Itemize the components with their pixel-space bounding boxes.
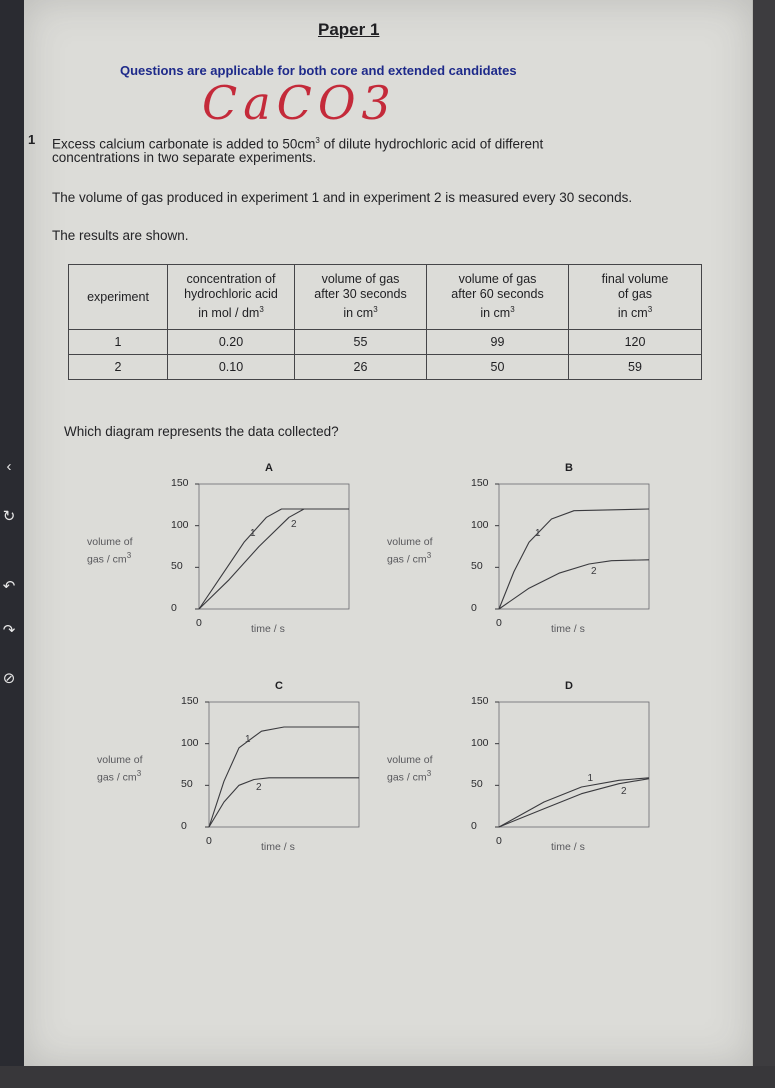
y-axis-label: volume of gas / $cm^3$: [87, 536, 133, 566]
y-axis-label: volume of gas / $cm^3$: [387, 536, 433, 566]
redo-icon[interactable]: ↷: [2, 622, 16, 639]
viewer-left-strip: [0, 0, 26, 1088]
header-volume-30s: volume of gas after 30 seconds in $cm^3$: [295, 265, 427, 330]
series-line-1: [199, 509, 349, 609]
cell-volume-30s: 55: [295, 330, 427, 355]
curve-label-2: 2: [591, 566, 597, 577]
y-tick-label: 150: [471, 477, 489, 489]
graph-plot: [384, 462, 684, 662]
question-number: 1: [28, 132, 36, 147]
graph-letter: D: [565, 680, 573, 692]
y-tick-label: 0: [181, 820, 187, 832]
graph-option-c[interactable]: [94, 680, 394, 880]
graph-option-a[interactable]: [84, 462, 384, 662]
y-tick-label: 100: [471, 518, 489, 531]
eye-off-icon[interactable]: ⊘: [2, 670, 16, 687]
curve-label-1: 1: [587, 773, 594, 784]
applicability-note: Questions are applicable for both core and extended candidates: [120, 63, 517, 78]
rotate-icon[interactable]: ↻: [2, 508, 16, 525]
cell-experiment: 2: [69, 355, 168, 380]
graph-letter: B: [565, 462, 573, 474]
curve-label-2: 2: [256, 781, 262, 793]
x-axis-label: time / s: [251, 623, 285, 635]
series-line-2: [209, 778, 359, 827]
x-axis-label: time / s: [551, 841, 585, 853]
undo-icon[interactable]: ↶: [2, 578, 16, 595]
y-tick-label: 0: [471, 820, 477, 832]
graph-option-d[interactable]: [384, 680, 684, 880]
cell-volume-60s: 99: [427, 330, 569, 355]
table-header-row: [69, 265, 702, 330]
graph-plot: [384, 680, 684, 880]
curve-label-1: 1: [245, 733, 251, 745]
y-tick-label: 150: [181, 695, 199, 707]
header-experiment: experiment: [69, 265, 168, 330]
plot-frame: [199, 484, 349, 609]
x-axis-label: time / s: [551, 623, 585, 635]
y-tick-label: 100: [471, 736, 489, 749]
header-concentration: concentration of hydrochloric acid in mol / $dm^3$: [168, 265, 295, 330]
x-origin-label: 0: [496, 835, 502, 847]
x-origin-label: 0: [196, 617, 202, 629]
table-row: [69, 355, 702, 380]
curve-label-1: 1: [250, 528, 256, 540]
y-tick-label: 0: [471, 602, 477, 614]
results-table: [68, 264, 702, 380]
cell-volume-30s: 26: [295, 355, 427, 380]
x-axis-label: time / s: [261, 841, 295, 853]
question-line-2: The volume of gas produced in experiment 1 and in experiment 2 is measured every 30 seconds.: [52, 190, 633, 205]
table-row: [69, 330, 702, 355]
cell-final-volume: 120: [569, 330, 702, 355]
y-tick-label: 150: [471, 695, 489, 707]
viewer-right-strip: [753, 0, 775, 1088]
graph-plot: [84, 462, 384, 662]
handwritten-annotation: CaCO3: [202, 76, 397, 130]
plot-frame: [499, 484, 649, 609]
chevron-left-icon[interactable]: ‹: [6, 458, 12, 475]
question-line-1: Excess calcium carbonate is added to $50cm^3$ of dilute hydrochloric acid of different: [52, 136, 544, 152]
curve-label-1: 1: [535, 528, 541, 540]
cell-concentration: 0.10: [168, 355, 295, 380]
paper-title: Paper 1: [318, 20, 380, 39]
question-line-1b: concentrations in two separate experiments.: [52, 150, 317, 165]
curve-label-2: 2: [291, 519, 297, 531]
cell-concentration: 0.20: [168, 330, 295, 355]
viewer-bottom-strip: [0, 1066, 775, 1088]
cell-volume-60s: 50: [427, 355, 569, 380]
y-tick-label: 50: [181, 778, 193, 791]
y-tick-label: 50: [471, 560, 483, 573]
question-prompt: Which diagram represents the data collected?: [64, 424, 339, 439]
header-final-volume: final volume of gas in $cm^3$: [569, 265, 702, 330]
cell-experiment: 1: [69, 330, 168, 355]
plot-frame: [499, 702, 649, 827]
y-axis-label: volume of gas / $cm^3$: [387, 754, 433, 784]
x-origin-label: 0: [206, 835, 212, 847]
y-axis-label: volume of gas / $cm^3$: [97, 754, 143, 784]
curve-label-2: 2: [621, 785, 627, 797]
y-tick-label: 150: [171, 477, 189, 489]
series-line-2: [499, 560, 649, 609]
y-tick-label: 0: [171, 602, 177, 614]
header-volume-60s: volume of gas after 60 seconds in $cm^3$: [427, 265, 569, 330]
series-line-2: [199, 509, 349, 609]
cell-final-volume: 59: [569, 355, 702, 380]
exam-paper: [24, 0, 752, 1066]
y-tick-label: 50: [471, 778, 483, 791]
graph-option-b[interactable]: [384, 462, 684, 662]
series-line-1: [209, 727, 359, 827]
graph-letter: A: [265, 462, 273, 474]
graph-letter: C: [275, 680, 283, 692]
x-origin-label: 0: [496, 617, 502, 629]
question-line-3: The results are shown.: [52, 228, 189, 243]
y-tick-label: 50: [171, 560, 183, 573]
y-tick-label: 100: [171, 518, 189, 531]
graph-plot: [94, 680, 394, 880]
y-tick-label: 100: [181, 736, 199, 749]
